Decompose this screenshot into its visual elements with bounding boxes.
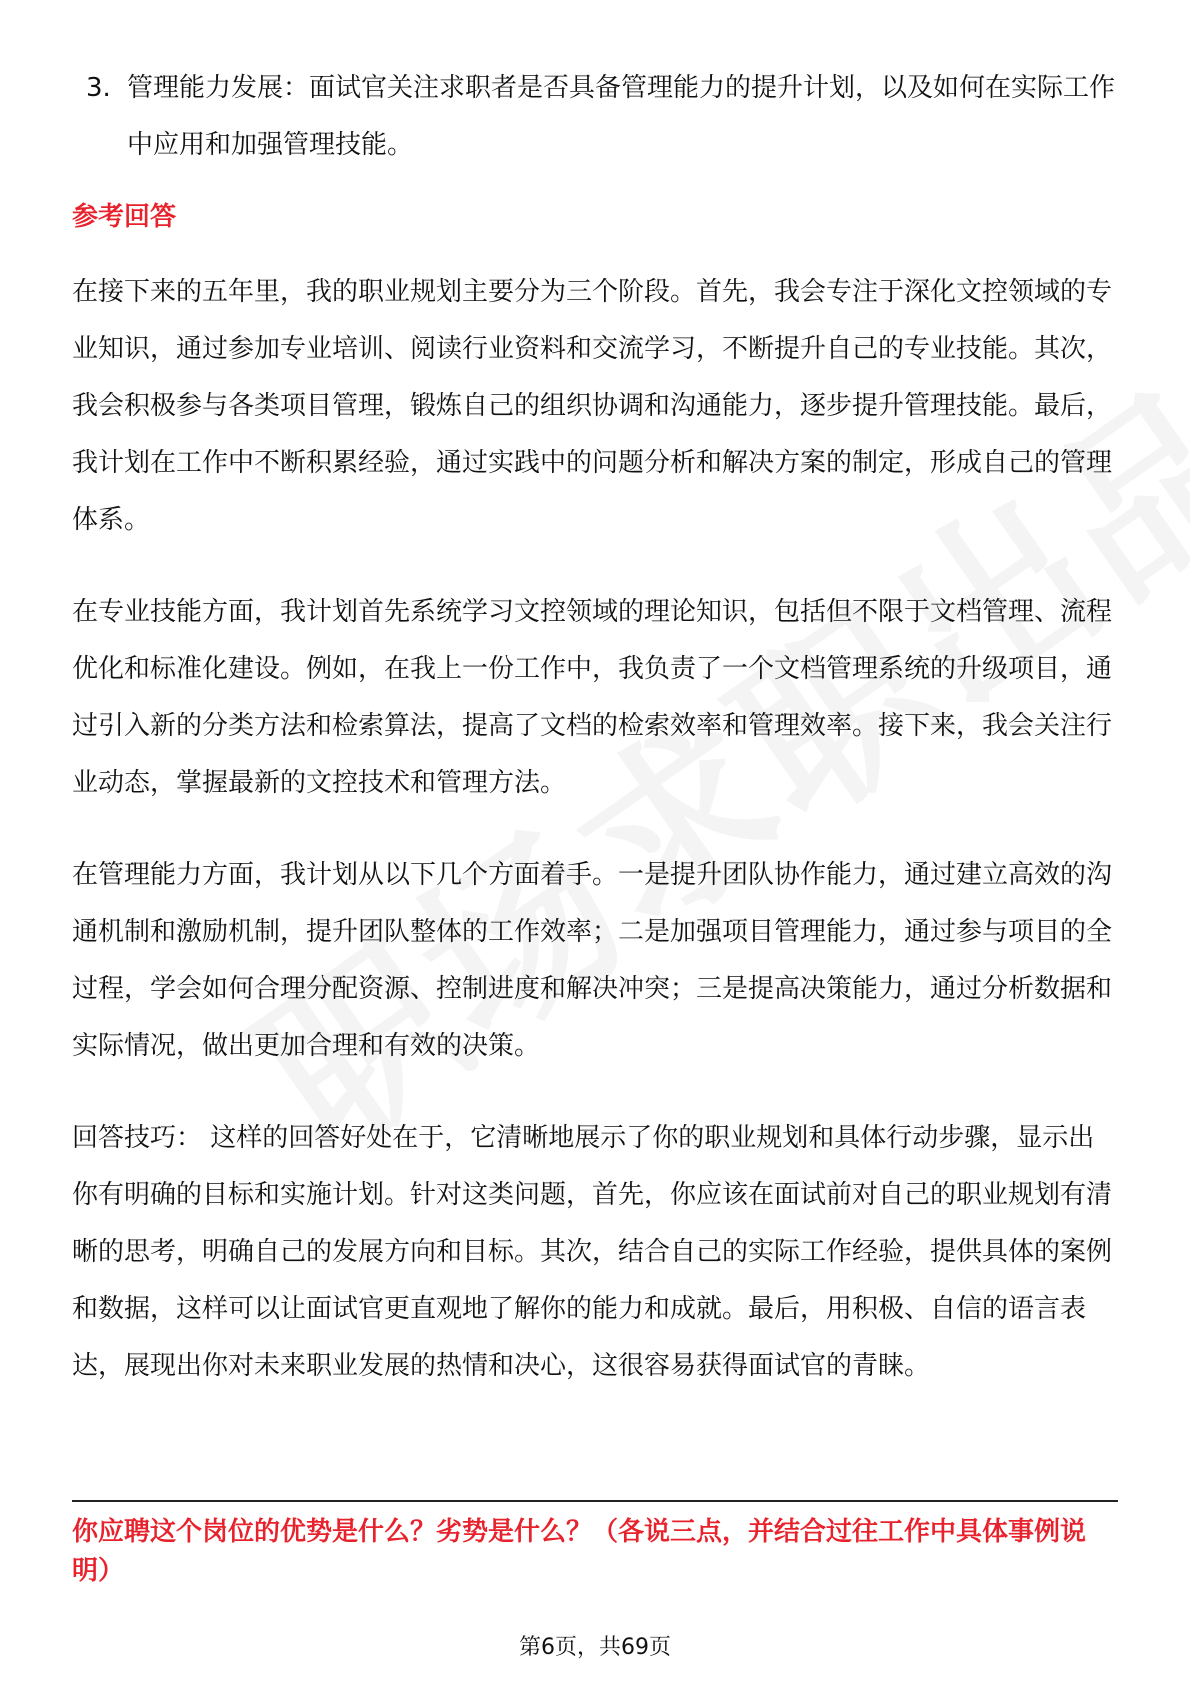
list-item-text: 管理能力发展：面试官关注求职者是否具备管理能力的提升计划，以及如何在实际工作中应用和加强管理技能。 [127, 73, 1116, 160]
next-question-heading: 你应聘这个岗位的优势是什么？劣势是什么？（各说三点，并结合过往工作中具体事例说明） [72, 1517, 1087, 1586]
answer-tips-paragraph: 回答技巧： 这样的回答好处在于，它清晰地展示了你的职业规划和具体行动步骤，显示出你有明确的目标和实施计划。针对这类问题，首先，你应该在面试前对自己的职业规划有清晰的思考，明确自己的发展方向和目标。其次，结合自己的实际工作经验，提供具体的案例和数据，这样可以让面试官更直观地了解你的能力和成就。最后，用积极、自信的语言表达，展现出你对未来职业发展的热情和决心，这很容易获得面试官的青睐。 [72, 1123, 1113, 1381]
section-divider [72, 1500, 1118, 1502]
list-item-number: 3. [86, 73, 111, 103]
answer-paragraph-2: 在专业技能方面，我计划首先系统学习文控领域的理论知识，包括但不限于文档管理、流程优化和标准化建设。例如，在我上一份工作中，我负责了一个文档管理系统的升级项目，通过引入新的分类方法和检索算法，提高了文档的检索效率和管理效率。接下来，我会关注行业动态，掌握最新的文控技术和管理方法。 [72, 597, 1113, 798]
section-heading: 参考回答 [72, 202, 177, 232]
numbered-list-item [86, 60, 1126, 174]
answer-paragraph-1: 在接下来的五年里，我的职业规划主要分为三个阶段。首先，我会专注于深化文控领域的专业知识，通过参加专业培训、阅读行业资料和交流学习，不断提升自己的专业技能。其次，我会积极参与各类项目管理，锻炼自己的组织协调和沟通能力，逐步提升管理技能。最后，我计划在工作中不断积累经验，通过实践中的问题分析和解决方案的制定，形成自己的管理体系。 [72, 277, 1113, 535]
answer-paragraph-3: 在管理能力方面，我计划从以下几个方面着手。一是提升团队协作能力，通过建立高效的沟通机制和激励机制，提升团队整体的工作效率；二是加强项目管理能力，通过参与项目的全过程，学会如何合理分配资源、控制进度和解决冲突；三是提高决策能力，通过分析数据和实际情况，做出更加合理和有效的决策。 [72, 860, 1113, 1061]
page-number-footer: 第6页，共69页 [519, 1635, 671, 1660]
